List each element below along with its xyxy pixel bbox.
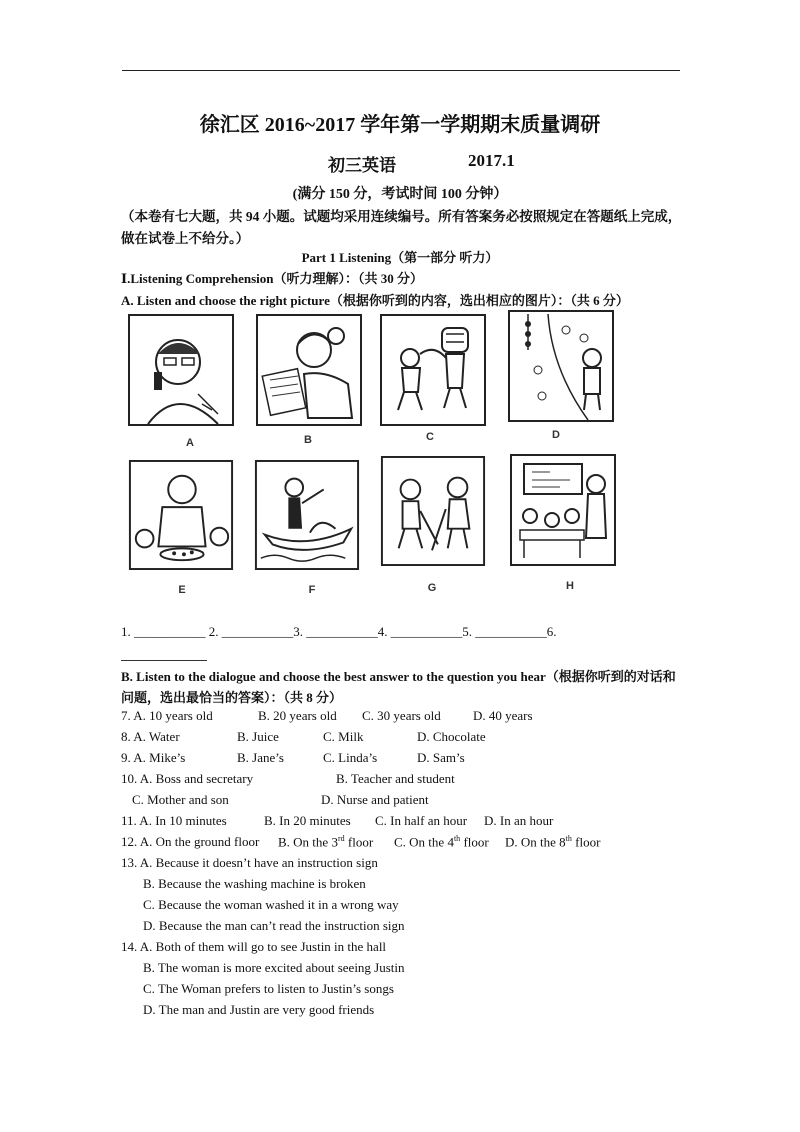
picture-b-woman-reading: [256, 314, 362, 426]
q8-option-d: D. Chocolate: [417, 729, 486, 744]
picture-h-classroom: [510, 454, 616, 566]
picture-label-f: F: [308, 584, 316, 596]
picture-f-boat: [254, 460, 360, 570]
picture-g-children-cleaning: [380, 456, 486, 566]
picture-label-b: B: [304, 434, 312, 446]
picture-label-e: E: [178, 584, 186, 596]
picture-label-a: A: [186, 437, 194, 449]
exam-date: 2017.1: [468, 151, 515, 170]
q11-option-b: B. In 20 minutes: [264, 813, 351, 828]
picture-e-cooking: [128, 460, 234, 570]
q13-option-a: 13. A. Because it doesn’t have an instruction sign: [121, 855, 378, 870]
q13-option-c: C. Because the woman washed it in a wrong way: [143, 897, 399, 912]
q13-option-d: D. Because the man can’t read the instruction sign: [143, 918, 405, 933]
top-rule: [122, 70, 680, 71]
q7-option-d: D. 40 years: [473, 708, 533, 723]
picture-a-man-on-phone: [128, 314, 234, 426]
q9-option-b: B. Jane’s: [237, 750, 284, 765]
q12-option-c: C. On the 4th floor: [394, 834, 489, 850]
exam-title: 徐汇区 2016~2017 学年第一学期期末质量调研: [199, 114, 601, 136]
picture-label-h: H: [566, 580, 574, 592]
exam-note: （本卷有七大题，共 94 小题。试题均采用连续编号。所有答案务必按照规定在答题纸上完成，做在试卷上不给分。）: [121, 209, 682, 246]
q7-option-c: C. 30 years old: [362, 708, 441, 723]
picture-label-c: C: [426, 431, 434, 443]
section1-title: Ⅰ.Listening Comprehension（听力理解）：（共 30 分）: [121, 271, 423, 286]
q12-option-d: D. On the 8th floor: [505, 834, 601, 850]
q7-option-a: 7. A. 10 years old: [121, 708, 213, 723]
q11-option-d: D. In an hour: [484, 813, 554, 828]
q8-option-c: C. Milk: [323, 729, 364, 744]
q9-option-a: 9. A. Mike’s: [121, 750, 186, 765]
q11-option-c: C. In half an hour: [375, 813, 468, 828]
subject-title: 初三英语: [328, 156, 396, 175]
q10-option-a: 10. A. Boss and secretary: [121, 771, 254, 786]
q14-option-d: D. The man and Justin are very good friends: [143, 1002, 375, 1017]
sectionB-title: B. Listen to the dialogue and choose the best answer to the question you hear（根据你听到的对话和问题，选出最恰当的答案）：（共 8 分）: [121, 669, 676, 705]
picture-label-g: G: [427, 582, 437, 594]
q14-option-a: 14. A. Both of them will go to see Justin in the hall: [121, 939, 387, 954]
q12-option-b: B. On the 3rd floor: [278, 834, 374, 850]
q10-option-b: B. Teacher and student: [336, 771, 455, 786]
picture-label-d: D: [552, 429, 560, 441]
q11-option-a: 11. A. In 10 minutes: [121, 813, 227, 828]
answer-blanks: 1. ___________ 2. ___________3. ___________4. ___________5. ___________6.: [121, 624, 557, 639]
q9-option-c: C. Linda’s: [323, 750, 378, 765]
picture-c-lion-dance: [380, 314, 486, 426]
q7-option-b: B. 20 years old: [258, 708, 337, 723]
q10-option-c: C. Mother and son: [132, 792, 229, 807]
q8-option-b: B. Juice: [237, 729, 279, 744]
q13-option-b: B. Because the washing machine is broken: [143, 876, 366, 891]
score-info: (满分 150 分，考试时间 100 分钟）: [292, 187, 508, 202]
answer-blank-6-line: [121, 660, 207, 661]
q12-option-a: 12. A. On the ground floor: [121, 834, 260, 849]
q8-option-a: 8. A. Water: [121, 729, 180, 744]
q14-option-b: B. The woman is more excited about seeing Justin: [143, 960, 405, 975]
q14-option-c: C. The Woman prefers to listen to Justin’s songs: [143, 981, 394, 996]
q9-option-d: D. Sam’s: [417, 750, 465, 765]
q10-option-d: D. Nurse and patient: [321, 792, 429, 807]
sectionA-title: A. Listen and choose the right picture（根据你听到的内容，选出相应的图片）：（共 6 分）: [121, 293, 629, 308]
picture-d-child-fireworks: [508, 310, 614, 422]
part1-title: Part 1 Listening（第一部分 听力）: [301, 250, 499, 265]
